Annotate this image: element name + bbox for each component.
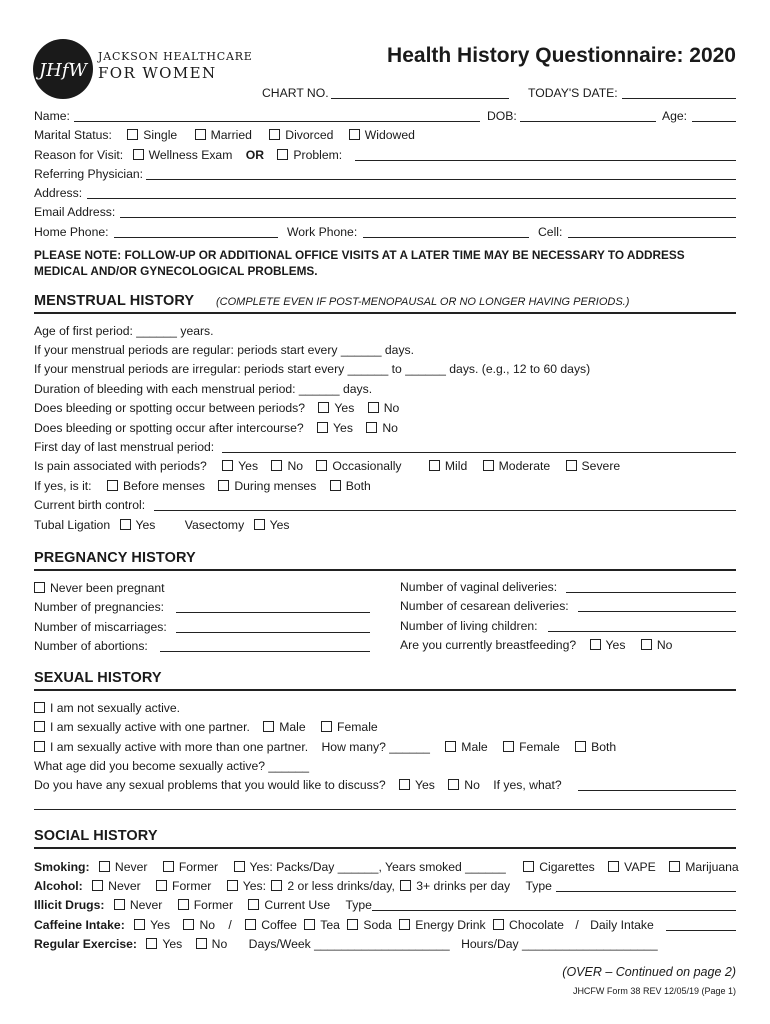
tubal-row: Tubal Ligation Yes Vasectomy Yes	[34, 518, 290, 532]
breastfeeding-no[interactable]: No	[641, 638, 673, 652]
section-divider	[34, 312, 736, 314]
chart-no-field[interactable]	[331, 98, 509, 99]
marital-status-row: Marital Status: Single Married Divorced Widowed	[34, 128, 415, 142]
logo-circle-icon	[32, 38, 94, 100]
drugs-type-field[interactable]	[372, 910, 736, 911]
between-no[interactable]: No	[368, 401, 400, 415]
section-divider	[34, 569, 736, 571]
intercourse-no[interactable]: No	[366, 421, 398, 435]
more-both[interactable]: Both	[575, 740, 616, 754]
marital-single[interactable]: Single	[127, 128, 177, 142]
last-period-field[interactable]	[222, 452, 736, 453]
social-title: SOCIAL HISTORY	[34, 828, 158, 844]
cell-field[interactable]	[568, 237, 736, 238]
first-period-row[interactable]: Age of first period: ______ years.	[34, 324, 214, 338]
referring-label: Referring Physician:	[34, 167, 144, 181]
exercise-no[interactable]: No	[196, 937, 228, 951]
todays-date-label: TODAY'S DATE:	[528, 86, 618, 100]
name-label: Name:	[34, 109, 70, 123]
marital-married[interactable]: Married	[195, 128, 252, 142]
address-field[interactable]	[87, 198, 736, 199]
dob-field[interactable]	[520, 121, 656, 122]
pain-moderate[interactable]: Moderate	[483, 459, 551, 473]
alcohol-two-or-less[interactable]: 2 or less drinks/day,	[271, 879, 394, 893]
birth-control-field[interactable]	[154, 510, 736, 511]
drugs-current[interactable]: Current Use	[248, 898, 330, 912]
work-phone-field[interactable]	[363, 237, 529, 238]
alcohol-former[interactable]: Former	[156, 879, 211, 893]
before-menses[interactable]: Before menses	[107, 479, 205, 493]
logo-line1: JACKSON HEALTHCARE	[98, 50, 253, 63]
chart-no-label: CHART NO.	[262, 86, 329, 100]
one-partner-female[interactable]: Female	[321, 720, 378, 734]
home-phone-field[interactable]	[114, 237, 278, 238]
pain-yes[interactable]: Yes	[222, 459, 258, 473]
dob-label: DOB:	[487, 109, 517, 123]
more-female[interactable]: Female	[503, 740, 560, 754]
smoking-cigarettes[interactable]: Cigarettes	[523, 860, 595, 874]
during-menses[interactable]: During menses	[218, 479, 316, 493]
section-divider	[34, 689, 736, 691]
both-menses[interactable]: Both	[330, 479, 371, 493]
between-periods-row: Does bleeding or spotting occur between periods? Yes No	[34, 401, 400, 415]
living-label: Number of living children:	[400, 619, 538, 633]
pregnancies-label: Number of pregnancies:	[34, 600, 165, 614]
logo-line2: FOR WOMEN	[98, 64, 217, 82]
smoking-marijuana[interactable]: Marijuana	[669, 860, 739, 874]
more-male[interactable]: Male	[445, 740, 487, 754]
cell-label: Cell:	[538, 225, 563, 239]
continued-note: (OVER – Continued on page 2)	[562, 965, 736, 979]
form-number: JHCFW Form 38 REV 12/05/19 (Page 1)	[572, 986, 736, 996]
todays-date-field[interactable]	[622, 98, 736, 99]
vaginal-label: Number of vaginal deliveries:	[400, 580, 558, 594]
regular-period-row[interactable]: If your menstrual periods are regular: periods start every ______ days.	[34, 343, 415, 357]
one-partner-checkbox[interactable]: I am sexually active with one partner.	[34, 720, 250, 734]
caffeine-yes[interactable]: Yes	[134, 918, 170, 932]
pain-mild[interactable]: Mild	[429, 459, 467, 473]
pregnancies-field[interactable]	[176, 612, 370, 613]
referring-field[interactable]	[146, 179, 736, 180]
living-field[interactable]	[548, 631, 736, 632]
work-phone-label: Work Phone:	[287, 225, 358, 239]
alcohol-row: Alcohol: Never Former Yes: 2 or less drinks/day, 3+ drinks per day Type	[34, 879, 552, 893]
marital-widowed[interactable]: Widowed	[349, 128, 415, 142]
menstrual-subtitle: (COMPLETE EVEN IF POST-MENOPAUSAL OR NO LONGER HAVING PERIODS.)	[216, 296, 630, 308]
vasectomy-yes[interactable]: Yes	[254, 518, 290, 532]
drugs-never[interactable]: Never	[114, 898, 163, 912]
smoking-vape[interactable]: VAPE	[608, 860, 656, 874]
one-partner-row	[34, 720, 378, 734]
pain-row: Is pain associated with periods? Yes No Occasionally Mild Moderate Severe	[34, 459, 621, 473]
how-many-field[interactable]: How many? ______	[321, 740, 430, 754]
not-active-checkbox[interactable]: I am not sexually active.	[34, 701, 180, 715]
age-label: Age:	[662, 109, 688, 123]
smoking-row: Smoking: Never Former Yes: Packs/Day ______, Years smoked ______ Cigarettes VAPE Marijuana	[34, 860, 739, 874]
breastfeeding-row: Are you currently breastfeeding? Yes No	[400, 638, 673, 652]
after-intercourse-row: Does bleeding or spotting occur after intercourse? Yes No	[34, 421, 398, 435]
caffeine-tea[interactable]: Tea	[304, 918, 340, 932]
problem-checkbox[interactable]: Problem:	[277, 148, 342, 162]
notice-line1: PLEASE NOTE: FOLLOW-UP OR ADDITIONAL OFFICE VISITS AT A LATER TIME MAY BE NECESSARY TO ADDRESS	[34, 248, 685, 262]
email-label: Email Address:	[34, 205, 116, 219]
menstrual-title: MENSTRUAL HISTORY	[34, 293, 195, 309]
tubal-yes[interactable]: Yes	[120, 518, 156, 532]
between-yes[interactable]: Yes	[318, 401, 354, 415]
age-field[interactable]	[692, 121, 736, 122]
page-title: Health History Questionnaire: 2020	[387, 44, 736, 67]
caffeine-chocolate[interactable]: Chocolate	[493, 918, 564, 932]
drugs-former[interactable]: Former	[178, 898, 233, 912]
wellness-checkbox[interactable]: Wellness Exam	[133, 148, 233, 162]
address-label: Address:	[34, 186, 83, 200]
alcohol-yes[interactable]: Yes:	[227, 879, 266, 893]
days-week-field[interactable]: Days/Week ____________________	[248, 937, 450, 951]
alcohol-type-field[interactable]	[556, 891, 736, 892]
caffeine-coffee[interactable]: Coffee	[245, 918, 297, 932]
exercise-yes[interactable]: Yes	[146, 937, 182, 951]
problem-field[interactable]	[355, 160, 736, 161]
hours-day-field[interactable]: Hours/Day ____________________	[461, 937, 658, 951]
drugs-row: Illicit Drugs: Never Former Current Use Type	[34, 898, 372, 912]
logo	[32, 38, 253, 100]
birth-control-label: Current birth control:	[34, 498, 146, 512]
alcohol-never[interactable]: Never	[92, 879, 141, 893]
problems-yes[interactable]: Yes	[399, 778, 435, 792]
miscarriages-label: Number of miscarriages:	[34, 620, 167, 634]
notice-line2: MEDICAL AND/OR GYNECOLOGICAL PROBLEMS.	[34, 264, 318, 278]
reason-row: Reason for Visit: Wellness Exam OR Problem:	[34, 148, 343, 162]
caffeine-row: Caffeine Intake: Yes No / Coffee Tea Soda Energy Drink Chocolate / Daily Intake	[34, 918, 654, 932]
smoking-yes[interactable]: Yes: Packs/Day ______, Years smoked ______	[234, 860, 506, 874]
problems-what-field[interactable]	[578, 790, 736, 791]
caffeine-no[interactable]: No	[183, 918, 215, 932]
miscarriages-field[interactable]	[176, 632, 370, 633]
never-pregnant-checkbox[interactable]: Never been pregnant	[34, 581, 165, 595]
cesarean-label: Number of cesarean deliveries:	[400, 599, 569, 613]
pain-occasionally[interactable]: Occasionally	[316, 459, 401, 473]
pregnancy-title: PREGNANCY HISTORY	[34, 550, 196, 566]
smoking-former[interactable]: Former	[163, 860, 218, 874]
abortions-label: Number of abortions:	[34, 639, 148, 653]
problems-extra-field[interactable]	[34, 809, 736, 810]
exercise-row: Regular Exercise: Yes No Days/Week ____________________ Hours/Day ____________________	[34, 937, 658, 951]
intercourse-yes[interactable]: Yes	[317, 421, 353, 435]
marital-divorced[interactable]: Divorced	[269, 128, 333, 142]
irregular-period-row[interactable]: If your menstrual periods are irregular: periods start every ______ to ______ days. (e.g., 12 to 60 days)	[34, 362, 591, 376]
abortions-field[interactable]	[160, 651, 370, 652]
sexual-title: SEXUAL HISTORY	[34, 670, 162, 686]
cesarean-field[interactable]	[578, 611, 736, 612]
pain-severe[interactable]: Severe	[566, 459, 621, 473]
home-phone-label: Home Phone:	[34, 225, 109, 239]
section-divider	[34, 847, 736, 849]
problems-row: Do you have any sexual problems that you would like to discuss? Yes No If yes, what?	[34, 778, 562, 792]
pain-no[interactable]: No	[271, 459, 303, 473]
alcohol-three-plus[interactable]: 3+ drinks per day	[400, 879, 510, 893]
bleeding-duration-row[interactable]: Duration of bleeding with each menstrual period: ______ days.	[34, 382, 373, 396]
breastfeeding-yes[interactable]: Yes	[590, 638, 626, 652]
more-partners-row	[34, 740, 616, 754]
one-partner-male[interactable]: Male	[263, 720, 305, 734]
caffeine-soda[interactable]: Soda	[347, 918, 391, 932]
caffeine-energy[interactable]: Energy Drink	[399, 918, 485, 932]
pain-timing-row: If yes, is it: Before menses During menses Both	[34, 479, 371, 493]
logo-monogram: JHfW	[38, 60, 88, 81]
email-field[interactable]	[120, 217, 736, 218]
last-period-label: First day of last menstrual period:	[34, 440, 215, 454]
problems-no[interactable]: No	[448, 778, 480, 792]
more-partners-checkbox[interactable]: I am sexually active with more than one partner.	[34, 740, 308, 754]
smoking-never[interactable]: Never	[99, 860, 148, 874]
age-active-field[interactable]: What age did you become sexually active? ______	[34, 759, 310, 773]
name-field[interactable]	[74, 121, 480, 122]
vaginal-field[interactable]	[566, 592, 736, 593]
daily-intake-field[interactable]	[666, 930, 736, 931]
